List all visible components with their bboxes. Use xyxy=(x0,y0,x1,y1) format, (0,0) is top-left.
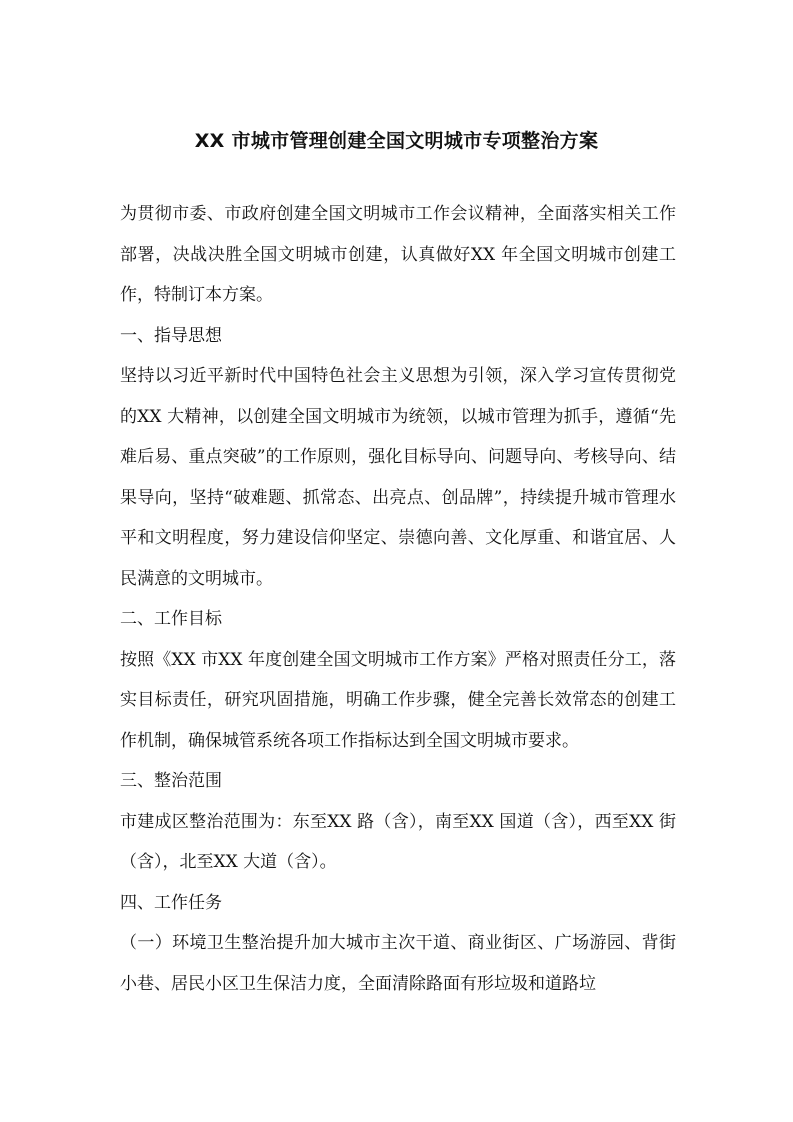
intro-paragraph: 为贯彻市委、市政府创建全国文明城市工作会议精神，全面落实相关工作部署，决战决胜全国文明城市创建，认真做好XX 年全国文明城市创建工作，特制订本方案。 xyxy=(120,204,676,305)
work-goals-paragraph: 按照《XX 市XX 年度创建全国文明城市工作方案》严格对照责任分工，落实目标责任，研究巩固措施，明确工作步骤，健全完善长效常态的创建工作机制，确保城管系统各项工作指标达到全国文明城市要求。 xyxy=(120,649,676,751)
guiding-ideology-paragraph: 坚持以习近平新时代中国特色社会主义思想为引领，深入学习宣传贯彻党的XX 大精神，以创建全国文明城市为统领，以城市管理为抓手，遵循“先难后易、重点突破”的工作原则，强化目标导向、问题导向、考核导向、结果导向，坚持“破难题、抓常态、出亮点、创品牌”，持续提升城市管理水平和文明程度，努力建设信仰坚定、崇德向善、文化厚重、和谐宜居、人民满意的文明城市。 xyxy=(120,366,676,589)
scope-paragraph: 市建成区整治范围为：东至XX 路（含），南至XX 国道（含），西至XX 街（含），北至XX 大道（含）。 xyxy=(120,811,676,872)
task-one-paragraph: （一）环境卫生整治提升加大城市主次干道、商业街区、广场游园、背街小巷、居民小区卫生保洁力度，全面清除路面有形垃圾和道路垃 xyxy=(120,933,676,994)
section-heading-tasks: 四、工作任务 xyxy=(120,892,222,913)
section-heading-guiding-ideology: 一、指导思想 xyxy=(120,325,222,346)
document-body xyxy=(120,194,676,1004)
section-heading-work-goals: 二、工作目标 xyxy=(120,609,222,629)
document-title: XX 市城市管理创建全国文明城市专项整治方案 xyxy=(194,130,599,152)
section-heading-scope: 三、整治范围 xyxy=(120,771,222,791)
